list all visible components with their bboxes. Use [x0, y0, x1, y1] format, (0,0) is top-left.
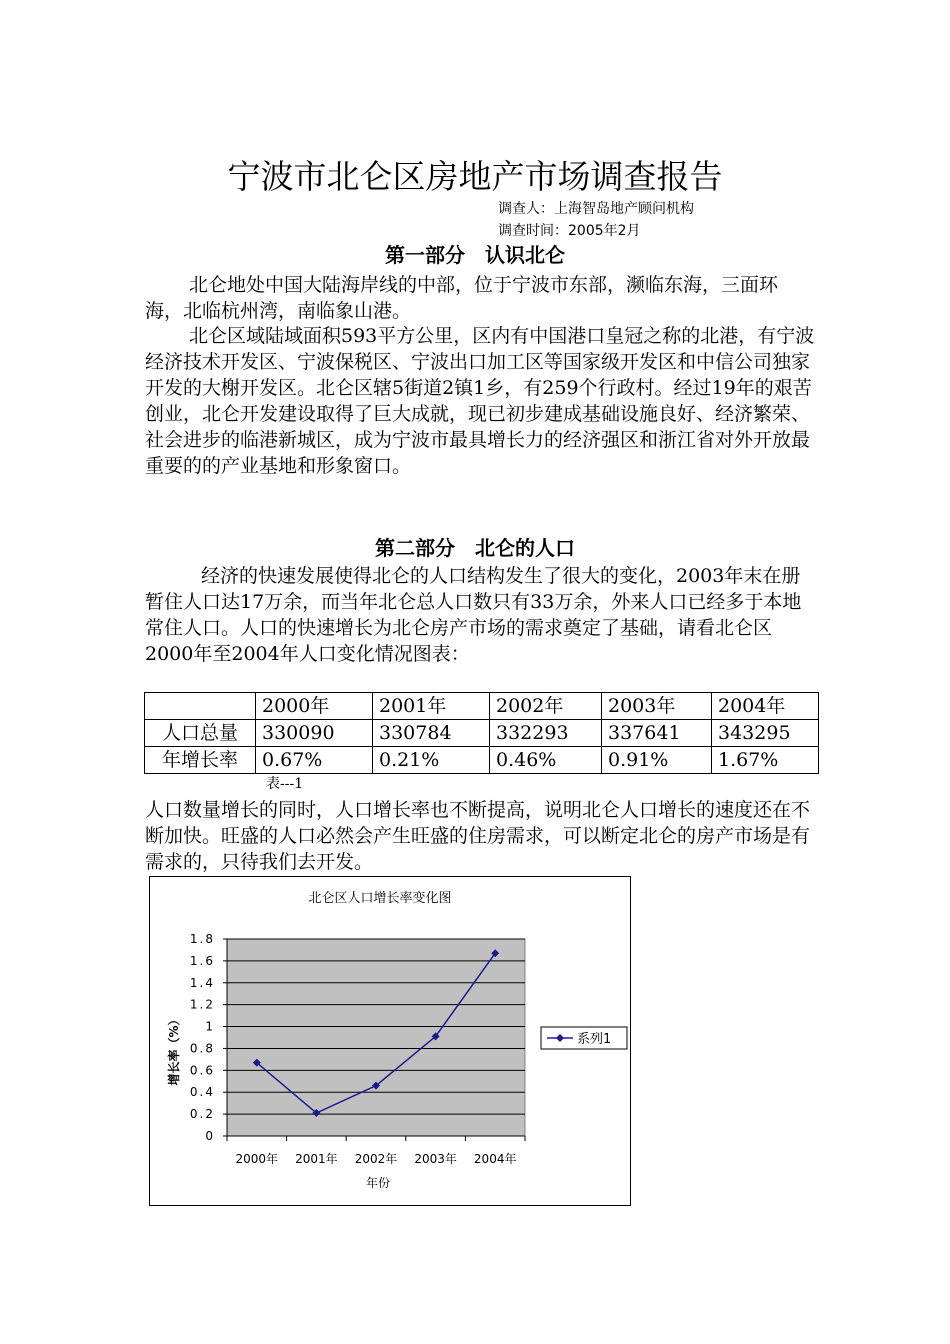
table-header-cell: 2001年 — [373, 693, 490, 720]
table-cell: 0.46% — [490, 747, 602, 774]
table-caption: 表---1 — [266, 776, 304, 792]
population-table — [144, 692, 819, 774]
y-tick-label: 0.2 — [189, 1107, 215, 1122]
table-header-row — [145, 693, 819, 720]
y-tick-label: 1.6 — [189, 953, 215, 968]
table-header-cell: 2000年 — [256, 693, 373, 720]
table-cell: 343295 — [712, 720, 819, 747]
investigator-line: 调查人：上海智岛地产顾问机构 — [498, 201, 694, 217]
y-tick-label: 0.4 — [189, 1085, 215, 1100]
table-cell: 330784 — [373, 720, 490, 747]
table-corner-cell — [145, 693, 256, 720]
y-tick-label: 1.4 — [189, 975, 215, 990]
paragraph-text: 北仑地处中国大陆海岸线的中部，位于宁波市东部，濒临东海，三面环海，北临杭州湾，南临象山港。 — [145, 274, 779, 322]
chart-title: 北仑区人口增长率变化图 — [308, 891, 452, 906]
plot-area — [227, 939, 525, 1136]
section2-heading: 第二部分 北仑的人口 — [375, 536, 575, 560]
table-header-cell: 2003年 — [602, 693, 712, 720]
table-cell: 330090 — [256, 720, 373, 747]
document-title: 宁波市北仑区房地产市场调查报告 — [227, 157, 723, 196]
y-tick-label: 0 — [205, 1129, 215, 1143]
table-cell: 0.91% — [602, 747, 712, 774]
table-row-label: 人口总量 — [145, 720, 256, 747]
y-tick-label: 1 — [205, 1019, 215, 1034]
table-header-cell: 2004年 — [712, 693, 819, 720]
x-axis-label: 年份 — [365, 1176, 391, 1190]
y-tick-label: 1.8 — [189, 932, 215, 946]
section1-paragraph-1 — [145, 272, 815, 324]
growth-rate-chart — [149, 876, 631, 1206]
y-axis-label: 增长率（%） — [167, 1013, 181, 1086]
y-tick-label: 0.6 — [189, 1063, 215, 1078]
table-row-label: 年增长率 — [145, 747, 256, 774]
x-tick-label: 2001年 — [295, 1152, 338, 1166]
chart-canvas — [150, 877, 630, 1205]
table-row — [145, 747, 819, 774]
section2-intro-paragraph — [145, 563, 815, 667]
table-cell: 337641 — [602, 720, 712, 747]
paragraph-text: 经济的快速发展使得北仑的人口结构发生了很大的变化，2003年末在册暂住人口达17万余，而当年北仑总人口数只有33万余，外来人口已经多于本地常住人口。人口的快速增长为北仑房产市场的需求奠定了基础，请看北仑区2000年至2004年人口变化情况图表： — [145, 565, 802, 665]
x-tick-label: 2004年 — [473, 1152, 517, 1166]
table-row — [145, 720, 819, 747]
paragraph-text: 北仑区域陆域面积593平方公里，区内有中国港口皇冠之称的北港，有宁波经济技术开发区、宁波保税区、宁波出口加工区等国家级开发区和中信公司独家开发的大榭开发区。北仑区辖5街道2镇1乡，有259个行政村。经过19年的艰苦创业，北仑开发建设取得了巨大成就，现已初步建成基础设施良好、经济繁荣、社会进步的临港新城区，成为宁波市最具增长力的经济强区和浙江省对外开放最重要的的产业基地和形象窗口。 — [145, 325, 815, 477]
paragraph-text: 人口数量增长的同时，人口增长率也不断提高，说明北仑人口增长的速度还在不断加快。旺盛的人口必然会产生旺盛的住房需求，可以断定北仑的房产市场是有需求的，只待我们去开发。 — [145, 799, 811, 873]
legend-label: 系列1 — [577, 1032, 612, 1047]
table-cell: 0.21% — [373, 747, 490, 774]
table-cell: 0.67% — [256, 747, 373, 774]
x-tick-label: 2002年 — [354, 1152, 398, 1166]
survey-date-line: 调查时间：2005年2月 — [498, 223, 641, 239]
section2-conclusion-paragraph — [145, 797, 815, 875]
y-tick-label: 1.2 — [189, 997, 215, 1012]
x-tick-label: 2000年 — [235, 1152, 279, 1166]
x-tick-label: 2003年 — [414, 1152, 457, 1166]
section1-paragraph-2 — [145, 323, 815, 479]
table-cell: 332293 — [490, 720, 602, 747]
table-cell: 1.67% — [712, 747, 819, 774]
section1-heading: 第一部分 认识北仑 — [385, 243, 565, 267]
y-tick-label: 0.8 — [189, 1041, 215, 1056]
table-header-cell: 2002年 — [490, 693, 602, 720]
